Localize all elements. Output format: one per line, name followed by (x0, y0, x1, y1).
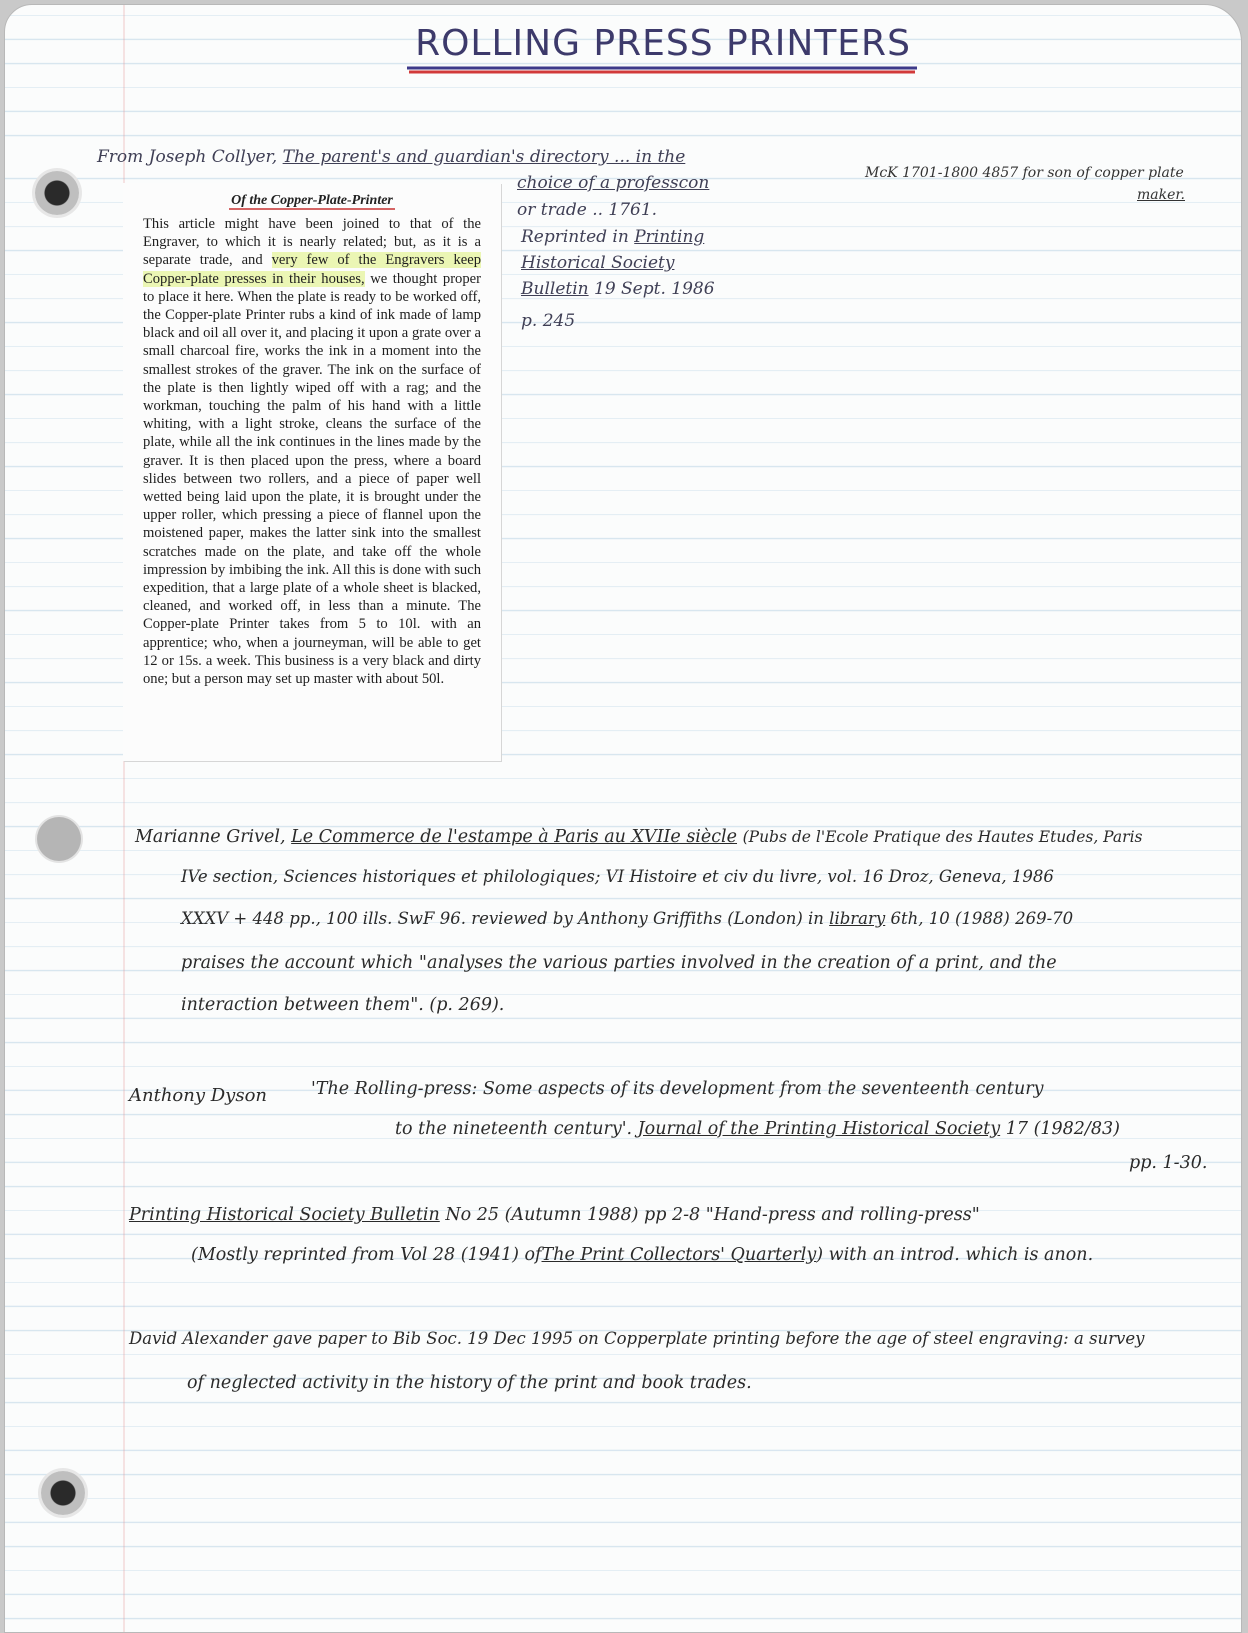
binder-hole-bottom (41, 1471, 85, 1515)
grivel-work: Le Commerce de l'estampe à Paris au XVIIe siècle (291, 827, 738, 847)
alexander-line2: of neglected activity in the history of the print and book trades. (187, 1373, 752, 1393)
clipping-body: This article might have been joined to that of the Engraver, to which it is nearly related; but, as it is a separate trade, and very few of the Engravers keep Copper-plate presses in their houses, we thought proper to place it here. When the plate is ready to be worked off, the Copper-plate Printer rubs a kind of ink made of lamp black and oil all over it, and placing it upon a grate over a small charcoal fire, works the ink in a moment into the smallest strokes of the graver. The ink on the surface of the plate is then lightly wiped off with a rag; and the workman, touching the palm of his hand with a little whiting, with a light stroke, cleans the surface of the plate, while all the ink continues in the lines made by the graver. It is then placed upon the press, where a board slides between two rollers, and a piece of paper well wetted being laid upon the plate, it is brought under the upper roller, which pressing a piece of flannel upon the moistened paper, makes the latter sink into the smallest scratches made on the plate, and take off the whole impression by imbibing the ink. All this is done with such expedition, that a large plate of a whole sheet is blacked, cleaned, and worked off, in less than a minute. The Copper-plate Printer takes from 5 to 10l. with an apprentice; who, when a journeyman, will be able to get 12 or 15s. a week. This business is a very black and dirty one; but a person may set up master with about 50l. (143, 216, 481, 688)
clipping-heading: Of the Copper-Plate-Printer (231, 193, 393, 208)
source-note-bulletin: Bulletin (521, 279, 589, 299)
source-note-line2: choice of a professcon (517, 173, 710, 193)
grivel-line3: XXXV + 448 pp., 100 ills. SwF 96. reviewed by Anthony Griffiths (London) in library 6th, 10 (1988) 269-70 (181, 909, 1074, 928)
source-note-title: The parent's and guardian's directory ... in the (282, 147, 686, 167)
grivel-series: (Pubs de l'Ecole Pratique des Hautes Etudes, Paris (742, 828, 1143, 846)
mck-note-line2: maker. (1137, 187, 1185, 203)
grivel-line5: interaction between them". (p. 269). (181, 995, 505, 1015)
mck-note-line1: McK 1701-1800 4857 for son of copper plate (865, 165, 1184, 181)
source-note-line1 (97, 147, 685, 167)
source-note-line4 (521, 227, 704, 247)
grivel-library: library (829, 909, 886, 928)
source-note-date: 19 Sept. 1986 (594, 279, 715, 299)
binder-hole-middle (37, 817, 81, 861)
grivel-line4: praises the account which "analyses the various parties involved in the creation of a print, and the (181, 953, 1057, 973)
dyson-journal: Journal of the Printing Historical Society (637, 1119, 1001, 1139)
source-note-printing: Printing (634, 227, 705, 247)
phs-title: Printing Historical Society Bulletin (129, 1205, 440, 1225)
phs-line1: Printing Historical Society Bulletin No 25 (Autumn 1988) pp 2-8 "Hand-press and rolling-press" (129, 1205, 980, 1225)
notebook-page (4, 4, 1242, 1633)
source-note-page: p. 245 (521, 311, 576, 331)
grivel-line1 (135, 827, 1142, 847)
source-note-line5: Historical Society (521, 253, 675, 273)
printed-clipping (123, 183, 501, 761)
source-note-line3: or trade .. 1761. (517, 200, 658, 220)
dyson-pages: pp. 1-30. (1129, 1153, 1208, 1173)
phs-line2: (Mostly reprinted from Vol 28 (1941) ofThe Print Collectors' Quarterly) with an introd. which is anon. (191, 1245, 1094, 1265)
clipping-highlight: very few of the Engravers keep Copper-plate presses in their houses, (143, 252, 481, 287)
grivel-author: Marianne Grivel, (135, 827, 286, 847)
title-underline (405, 65, 919, 75)
grivel-line2: IVe section, Sciences historiques et philologiques; VI Histoire et civ du livre, vol. 16 Droz, Geneva, 1986 (181, 867, 1054, 886)
dyson-line1: 'The Rolling-press: Some aspects of its development from the seventeenth century (311, 1079, 1044, 1099)
page-title: ROLLING PRESS PRINTERS (415, 23, 911, 64)
source-note-line6 (521, 279, 715, 299)
dyson-line2: to the nineteenth century'. Journal of the Printing Historical Society 17 (1982/83) (395, 1119, 1120, 1139)
source-note-reprinted: Reprinted in (521, 227, 629, 247)
alexander-line1: David Alexander gave paper to Bib Soc. 19 Dec 1995 on Copperplate printing before the age of steel engraving: a survey (129, 1329, 1145, 1348)
phs-print-collectors: The Print Collectors' Quarterly (541, 1245, 817, 1265)
binder-hole-top (35, 171, 79, 215)
source-note-prefix: From Joseph Collyer, (97, 147, 278, 167)
dyson-author: Anthony Dyson (129, 1085, 268, 1106)
